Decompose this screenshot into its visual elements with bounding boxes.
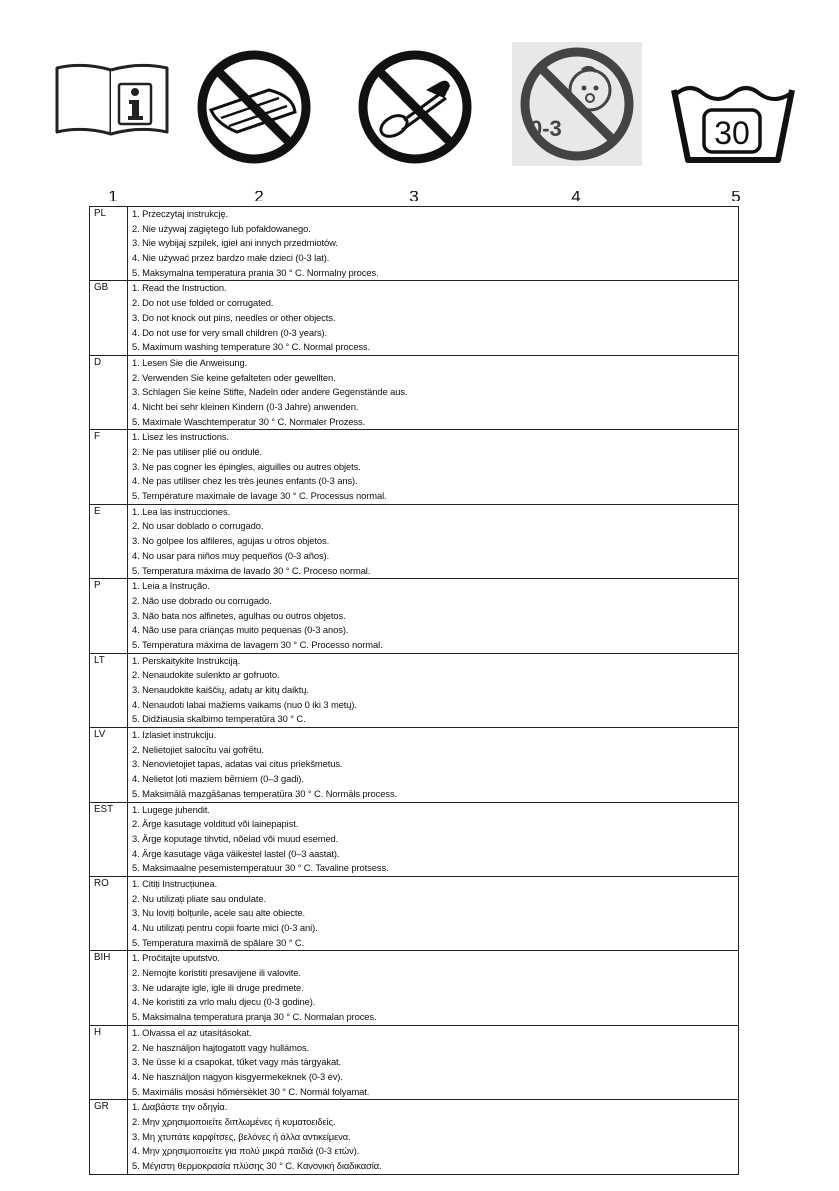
wash-temperature-label: 30 xyxy=(714,115,750,151)
instruction-line: 1. Citiți Instrucțiunea. xyxy=(132,877,218,889)
instruction-lines xyxy=(128,504,739,578)
language-code: LV xyxy=(90,728,128,802)
instruction-line: 4. Do not use for very small children (0-3 years). xyxy=(132,326,328,338)
instruction-line: 4. Ne használjon nagyon kisgyermekeknek (0-3 év). xyxy=(132,1070,343,1082)
instruction-line: 3. Do not knock out pins, needles or other objects. xyxy=(132,311,336,323)
language-row-bih xyxy=(90,951,739,1025)
instruction-line: 5. Maksymalna temperatura prania 30 ° C. Normalny proces. xyxy=(132,266,379,278)
instruction-line: 5. Μέγιστη θερμοκρασία πλύσης 30 ° C. Κανονική διαδικασία. xyxy=(132,1160,382,1171)
language-code: GB xyxy=(90,281,128,355)
icon-number-2: 2 xyxy=(254,191,264,201)
instruction-line: 1. Διαβάστε την οδηγία. xyxy=(132,1101,228,1113)
instruction-line: 3. Nenovietojiet tapas, adatas vai citus priekšmetus. xyxy=(132,758,343,770)
instruction-line: 3. Nu loviți bolțurile, acele sau alte obiecte. xyxy=(132,907,306,919)
language-code: LT xyxy=(90,653,128,727)
icon-number-4: 4 xyxy=(571,191,581,201)
instruction-lines xyxy=(128,281,739,355)
instruction-line: 2. Verwenden Sie keine gefalteten oder gewellten. xyxy=(132,371,336,383)
instruction-line: 2. Ärge kasutage volditud või lainepapist. xyxy=(132,818,299,830)
instruction-line: 1. Przeczytaj instrukcję. xyxy=(132,208,228,219)
instruction-line: 1. Lea las instrucciones. xyxy=(132,505,231,517)
age-range-label: 0-3 xyxy=(530,116,562,141)
instruction-line: 1. Lugege juhendit. xyxy=(132,803,210,815)
language-row-lv xyxy=(90,728,739,802)
instruction-lines xyxy=(128,355,739,429)
instruction-line: 2. Μην χρησιμοποιείτε διπλωμένες ή κυματοειδείς. xyxy=(132,1115,336,1127)
instruction-line: 2. Não use dobrado ou corrugado. xyxy=(132,594,272,606)
no-folding-icon xyxy=(195,48,313,166)
instruction-line: 5. Température maximale de lavage 30 ° C. Processus normal. xyxy=(132,490,387,502)
icon-row xyxy=(0,0,839,200)
language-code: RO xyxy=(90,876,128,950)
language-row-est xyxy=(90,802,739,876)
instruction-line: 4. Nu utilizați pentru copii foarte mici (0-3 ani). xyxy=(132,922,318,933)
instruction-line: 3. Schlagen Sie keine Stifte, Nadeln oder andere Gegenstände aus. xyxy=(132,386,408,398)
instruction-lines xyxy=(128,1025,739,1099)
instruction-line: 5. Maksimaalne pesemistemperatuur 30 ° C. Tavaline protsess. xyxy=(132,862,389,874)
language-code: D xyxy=(90,355,128,429)
language-row-lt xyxy=(90,653,739,727)
icon-number-5: 5 xyxy=(731,191,741,201)
instruction-line: 5. Didžiausia skalbimo temperatūra 30 ° C. xyxy=(132,713,306,725)
instruction-line: 4. Não use para crianças muito pequenas (0-3 anos). xyxy=(132,624,349,636)
instruction-line: 5. Temperatura máxima de lavagem 30 ° C. Processo normal. xyxy=(132,638,383,650)
instruction-lines xyxy=(128,876,739,950)
instruction-line: 5. Maximale Waschtemperatur 30 ° C. Normaler Prozess. xyxy=(132,415,366,427)
instruction-line: 2. Do not use folded or corrugated. xyxy=(132,297,274,309)
instruction-line: 1. Read the Instruction. xyxy=(132,282,227,294)
language-row-gb xyxy=(90,281,739,355)
instruction-line: 5. Temperatura máxima de lavado 30 ° C. Proceso normal. xyxy=(132,564,371,576)
instruction-line: 4. Ne pas utiliser chez les très jeunes enfants (0-3 ans). xyxy=(132,475,358,487)
language-row-p xyxy=(90,579,739,653)
icon-number-1: 1 xyxy=(108,191,118,201)
instruction-line: 2. Nenaudokite sulenkto ar gofruoto. xyxy=(132,669,280,681)
instruction-line: 4. Ne koristiti za vrlo malu djecu (0-3 godine). xyxy=(132,996,316,1008)
instruction-line: 1. Izlasiet instrukciju. xyxy=(132,729,217,741)
instruction-line: 1. Lesen Sie die Anweisung. xyxy=(132,356,248,368)
language-code: GR xyxy=(90,1100,128,1174)
no-pins-icon xyxy=(356,48,474,166)
instruction-line: 4. Nie używać przez bardzo małe dzieci (0-3 lat). xyxy=(132,252,330,264)
language-code: H xyxy=(90,1025,128,1099)
instruction-line: 3. Nie wybijaj szpilek, igieł ani innych przedmiotów. xyxy=(132,237,338,249)
instruction-lines xyxy=(128,1100,739,1174)
instruction-line: 2. Nie używaj zagiętego lub pofałdowanego. xyxy=(132,222,311,234)
language-code: PL xyxy=(90,207,128,281)
instruction-line: 1. Pročitajte uputstvo. xyxy=(132,952,220,964)
language-code: P xyxy=(90,579,128,653)
instruction-line: 4. Ärge kasutage väga väikestel lastel (0–3 aastat). xyxy=(132,847,340,859)
instruction-line: 5. Maksimalna temperatura pranja 30 ° C. Normalan proces. xyxy=(132,1011,377,1023)
icon-number-3: 3 xyxy=(409,191,419,201)
not-for-children-icon xyxy=(512,42,642,166)
instruction-line: 2. Ne használjon hajtogatott vagy hullámos. xyxy=(132,1041,310,1053)
language-code: BIH xyxy=(90,951,128,1025)
instruction-line: 2. Nelietojiet salocītu vai gofrētu. xyxy=(132,743,264,755)
read-instructions-icon xyxy=(53,62,173,140)
instruction-line: 3. Nenaudokite kaiščių, adatų ar kitų daiktų. xyxy=(132,684,309,695)
instruction-line: 1. Lisez les instructions. xyxy=(132,431,229,443)
instruction-line: 4. Μην χρησιμοποιείτε για πολύ μικρά παιδιά (0-3 ετών). xyxy=(132,1145,360,1157)
language-code: F xyxy=(90,430,128,504)
language-row-pl xyxy=(90,207,739,281)
instruction-line: 2. Nu utilizați pliate sau ondulate. xyxy=(132,892,266,904)
instruction-line: 3. No golpee los alfileres, agujas u otros objetos. xyxy=(132,535,330,547)
instruction-line: 2. No usar doblado o corrugado. xyxy=(132,520,264,532)
instruction-line: 2. Ne pas utiliser plié ou ondulé. xyxy=(132,446,263,457)
language-code: EST xyxy=(90,802,128,876)
instruction-line: 4. No usar para niños muy pequeños (0-3 años). xyxy=(132,549,330,561)
instruction-lines xyxy=(128,653,739,727)
instruction-line: 5. Maximális mosási hőmérséklet 30 ° C. Normál folyamat. xyxy=(132,1085,370,1097)
instruction-lines xyxy=(128,207,739,281)
language-row-ro xyxy=(90,876,739,950)
language-row-e xyxy=(90,504,739,578)
instruction-line: 1. Leia a Instrução. xyxy=(132,580,210,592)
language-row-gr xyxy=(90,1100,739,1174)
instruction-lines xyxy=(128,579,739,653)
instruction-line: 5. Maximum washing temperature 30 ° C. Normal process. xyxy=(132,341,371,353)
instructions-table xyxy=(89,206,739,1175)
instruction-line: 5. Temperatura maximă de spălare 30 ° C. xyxy=(132,936,305,948)
instruction-line: 1. Perskaitykite Instrukciją. xyxy=(132,654,241,666)
wash-30-icon xyxy=(668,80,798,170)
language-code: E xyxy=(90,504,128,578)
instruction-lines xyxy=(128,802,739,876)
instruction-lines xyxy=(128,951,739,1025)
instruction-line: 3. Não bata nos alfinetes, agulhas ou outros objetos. xyxy=(132,609,346,621)
instruction-line: 2. Nemojte koristiti presavijene ili valovite. xyxy=(132,967,301,979)
language-row-f xyxy=(90,430,739,504)
instruction-lines xyxy=(128,728,739,802)
instruction-line: 4. Nenaudoti labai mažiems vaikams (nuo 0 iki 3 metų). xyxy=(132,698,357,710)
instruction-lines xyxy=(128,430,739,504)
instruction-line: 3. Μη χτυπάτε καρφίτσες, βελόνες ή άλλα αντικείμενα. xyxy=(132,1130,351,1142)
instruction-line: 4. Nicht bei sehr kleinen Kindern (0-3 Jahre) anwenden. xyxy=(132,400,359,412)
language-row-d xyxy=(90,355,739,429)
instruction-line: 3. Ärge koputage tihvtid, nõelad või muud esemed. xyxy=(132,832,339,844)
instruction-line: 3. Ne udarajte igle, igle ili druge predmete. xyxy=(132,981,304,993)
instruction-line: 4. Nelietot ļoti maziem bērniem (0–3 gadi). xyxy=(132,773,304,785)
instruction-line: 3. Ne pas cogner les épingles, aiguilles ou autres objets. xyxy=(132,460,361,472)
language-row-h xyxy=(90,1025,739,1099)
instruction-line: 3. Ne üsse ki a csapokat, tűket vagy más tárgyakat. xyxy=(132,1056,342,1068)
instruction-line: 1. Olvassa el az utasításokat. xyxy=(132,1026,252,1038)
instruction-line: 5. Maksimālā mazgāšanas temperatūra 30 ° C. Normāls process. xyxy=(132,787,398,799)
